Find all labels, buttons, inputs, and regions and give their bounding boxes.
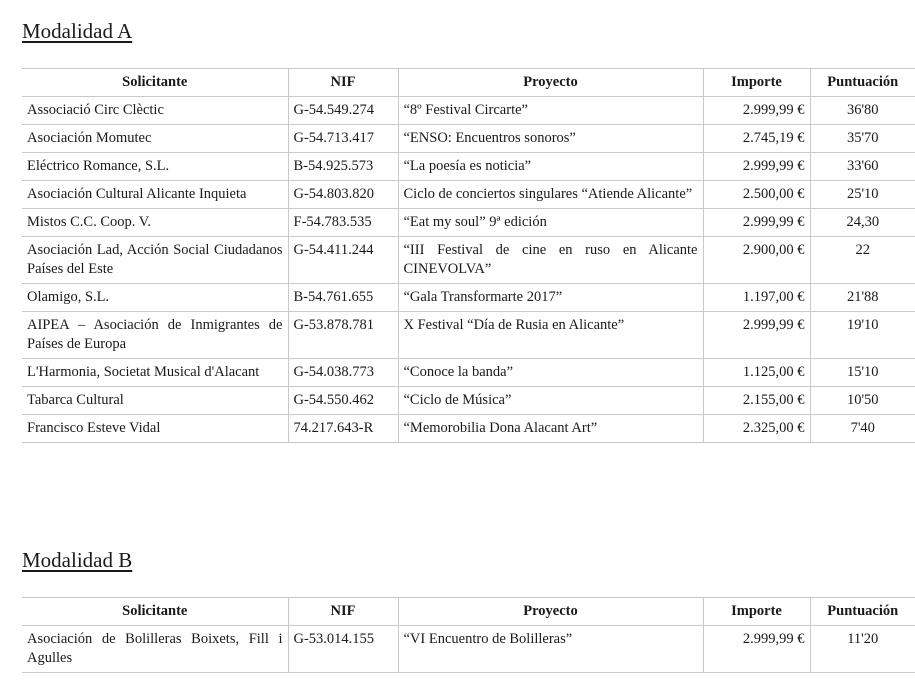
cell-solicitante: Asociación Momutec — [22, 125, 288, 153]
table-row — [22, 153, 915, 181]
cell-proyecto: “Conoce la banda” — [398, 359, 703, 387]
table-row — [22, 626, 915, 673]
table-row — [22, 181, 915, 209]
table-row — [22, 284, 915, 312]
cell-importe: 2.500,00 € — [703, 181, 810, 209]
cell-nif: G-53.014.155 — [288, 626, 398, 673]
cell-proyecto: “Ciclo de Música” — [398, 387, 703, 415]
cell-nif: G-54.411.244 — [288, 237, 398, 284]
cell-solicitante: Francisco Esteve Vidal — [22, 415, 288, 443]
cell-puntuacion: 7'40 — [810, 415, 915, 443]
cell-puntuacion: 25'10 — [810, 181, 915, 209]
cell-nif: G-54.803.820 — [288, 181, 398, 209]
cell-nif: G-54.713.417 — [288, 125, 398, 153]
cell-puntuacion: 35'70 — [810, 125, 915, 153]
cell-puntuacion: 19'10 — [810, 312, 915, 359]
cell-proyecto: Ciclo de conciertos singulares “Atiende Alicante” — [398, 181, 703, 209]
cell-puntuacion: 21'88 — [810, 284, 915, 312]
table-header-row — [22, 598, 915, 626]
section-heading-modalidad-a: Modalidad A — [22, 19, 133, 43]
column-header-nif: NIF — [288, 69, 398, 97]
cell-solicitante: L'Harmonia, Societat Musical d'Alacant — [22, 359, 288, 387]
cell-puntuacion: 11'20 — [810, 626, 915, 673]
column-header-importe: Importe — [703, 598, 810, 626]
cell-importe: 2.325,00 € — [703, 415, 810, 443]
cell-proyecto: “Eat my soul” 9ª edición — [398, 209, 703, 237]
cell-nif: B-54.761.655 — [288, 284, 398, 312]
cell-proyecto: “La poesía es noticia” — [398, 153, 703, 181]
cell-importe: 2.900,00 € — [703, 237, 810, 284]
column-header-puntuacion: Puntuación — [810, 598, 915, 626]
cell-solicitante: Asociación Cultural Alicante Inquieta — [22, 181, 288, 209]
column-header-proyecto: Proyecto — [398, 598, 703, 626]
cell-proyecto: X Festival “Día de Rusia en Alicante” — [398, 312, 703, 359]
column-header-importe: Importe — [703, 69, 810, 97]
cell-importe: 2.999,99 € — [703, 312, 810, 359]
cell-importe: 2.155,00 € — [703, 387, 810, 415]
cell-solicitante: Tabarca Cultural — [22, 387, 288, 415]
cell-puntuacion: 33'60 — [810, 153, 915, 181]
cell-importe: 2.999,99 € — [703, 626, 810, 673]
cell-nif: G-54.550.462 — [288, 387, 398, 415]
cell-proyecto: “Gala Transformarte 2017” — [398, 284, 703, 312]
table-row — [22, 209, 915, 237]
cell-nif: G-54.549.274 — [288, 97, 398, 125]
cell-solicitante: Eléctrico Romance, S.L. — [22, 153, 288, 181]
cell-proyecto: “ENSO: Encuentros sonoros” — [398, 125, 703, 153]
table-row — [22, 415, 915, 443]
cell-importe: 2.999,99 € — [703, 153, 810, 181]
cell-importe: 1.197,00 € — [703, 284, 810, 312]
table-row — [22, 359, 915, 387]
column-header-nif: NIF — [288, 598, 398, 626]
cell-solicitante: Olamigo, S.L. — [22, 284, 288, 312]
cell-solicitante: Associació Circ Clèctic — [22, 97, 288, 125]
cell-nif: G-53.878.781 — [288, 312, 398, 359]
cell-nif: F-54.783.535 — [288, 209, 398, 237]
column-header-proyecto: Proyecto — [398, 69, 703, 97]
cell-puntuacion: 36'80 — [810, 97, 915, 125]
cell-proyecto: “8º Festival Circarte” — [398, 97, 703, 125]
table-body-modalidad-b — [22, 626, 915, 673]
cell-importe: 2.999,99 € — [703, 209, 810, 237]
cell-importe: 2.745,19 € — [703, 125, 810, 153]
cell-puntuacion: 24,30 — [810, 209, 915, 237]
column-header-solicitante: Solicitante — [22, 598, 288, 626]
table-body-modalidad-a — [22, 97, 915, 443]
cell-proyecto: “VI Encuentro de Bolilleras” — [398, 626, 703, 673]
cell-importe: 2.999,99 € — [703, 97, 810, 125]
table-modalidad-b — [22, 597, 915, 673]
table-row — [22, 237, 915, 284]
cell-proyecto: “Memorobilia Dona Alacant Art” — [398, 415, 703, 443]
cell-puntuacion: 22 — [810, 237, 915, 284]
table-row — [22, 312, 915, 359]
cell-importe: 1.125,00 € — [703, 359, 810, 387]
cell-solicitante: Mistos C.C. Coop. V. — [22, 209, 288, 237]
table-row — [22, 97, 915, 125]
cell-puntuacion: 10'50 — [810, 387, 915, 415]
cell-nif: B-54.925.573 — [288, 153, 398, 181]
section-heading-modalidad-b: Modalidad B — [22, 548, 133, 572]
cell-solicitante: Asociación de Bolilleras Boixets, Fill i Agulles — [22, 626, 288, 673]
cell-nif: 74.217.643-R — [288, 415, 398, 443]
cell-solicitante: AIPEA – Asociación de Inmigrantes de Países de Europa — [22, 312, 288, 359]
table-row — [22, 125, 915, 153]
cell-nif: G-54.038.773 — [288, 359, 398, 387]
cell-puntuacion: 15'10 — [810, 359, 915, 387]
table-header-row — [22, 69, 915, 97]
cell-solicitante: Asociación Lad, Acción Social Ciudadanos Países del Este — [22, 237, 288, 284]
column-header-solicitante: Solicitante — [22, 69, 288, 97]
column-header-puntuacion: Puntuación — [810, 69, 915, 97]
table-modalidad-a — [22, 68, 915, 443]
cell-proyecto: “III Festival de cine en ruso en Alicante CINEVOLVA” — [398, 237, 703, 284]
table-row — [22, 387, 915, 415]
